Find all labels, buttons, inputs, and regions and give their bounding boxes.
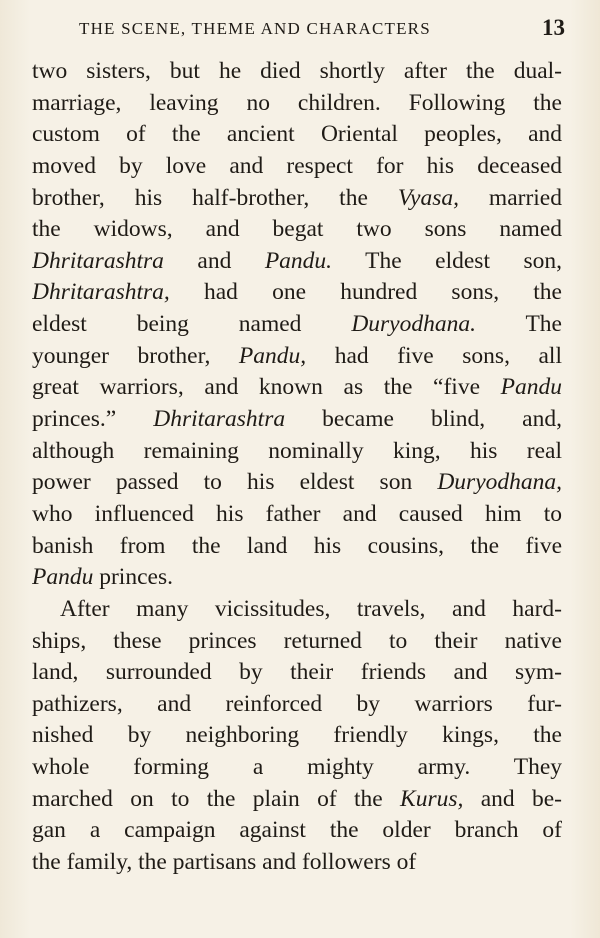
text-run: The eldest son, <box>332 247 562 274</box>
text-run: had one hundred sons, the <box>169 279 562 306</box>
running-head <box>79 15 565 45</box>
text-run: eldest being named <box>32 311 352 338</box>
text-run: custom of the ancient Oriental peoples, and <box>32 121 562 148</box>
text-run: marched on to the plain of the <box>32 785 401 812</box>
text-run: pathizers, and reinforced by warriors fur- <box>32 690 562 717</box>
text-line <box>32 183 562 215</box>
italic-name: Dhritarashtra <box>153 406 286 433</box>
text-line <box>32 277 562 309</box>
italic-name: Dhritarashtra <box>32 247 164 274</box>
text-run: two sisters, but he died shortly after the dual- <box>32 58 562 84</box>
text-line <box>32 657 562 689</box>
italic-name: Duryodhana, <box>437 469 562 496</box>
text-run: moved by love and respect for his deceased <box>32 152 562 179</box>
text-run: great warriors, and known as the “five <box>32 374 501 401</box>
text-line <box>32 847 562 879</box>
text-line <box>32 689 562 721</box>
text-line <box>32 815 562 847</box>
text-run: younger brother, <box>32 342 239 369</box>
text-run: and be- <box>463 785 562 812</box>
text-line <box>32 404 562 436</box>
text-run: and <box>163 247 265 274</box>
text-run: the widows, and begat two sons named <box>32 216 562 243</box>
text-line <box>32 531 562 563</box>
text-line <box>32 341 562 373</box>
text-line <box>32 720 562 752</box>
text-line <box>32 594 562 626</box>
text-run: became blind, and, <box>285 406 562 433</box>
text-line <box>32 214 562 246</box>
text-run: power passed to his eldest son <box>32 469 438 496</box>
text-line <box>32 467 562 499</box>
text-line <box>32 626 562 658</box>
text-line <box>32 562 562 594</box>
text-run: had five sons, all <box>306 342 562 369</box>
text-run: The <box>475 311 562 338</box>
italic-name: Pandu <box>32 564 94 591</box>
text-line <box>32 499 562 531</box>
text-line <box>32 436 562 468</box>
text-line <box>32 246 562 278</box>
text-line <box>32 372 562 404</box>
text-run: princes. <box>93 564 173 591</box>
text-line <box>32 56 562 88</box>
italic-name: Kurus, <box>400 785 464 812</box>
text-run: princes.” <box>32 406 154 433</box>
body-text <box>32 56 562 879</box>
text-run: although remaining nominally king, his real <box>32 437 562 464</box>
text-run: marriage, leaving no children. Following the <box>32 89 562 116</box>
italic-name: Duryodhana. <box>351 311 476 338</box>
text-run: land, surrounded by their friends and sym- <box>32 659 562 686</box>
text-run: who influenced his father and caused him to <box>32 500 562 527</box>
text-run: the family, the partisans and followers of <box>32 849 417 876</box>
italic-name: Pandu, <box>238 342 307 369</box>
italic-name: Pandu <box>500 374 562 401</box>
text-line <box>32 784 562 816</box>
text-run: gan a campaign against the older branch of <box>32 817 562 844</box>
text-run: nished by neighboring friendly kings, the <box>32 722 562 749</box>
text-run: whole forming a mighty army. They <box>32 754 562 781</box>
text-run: banish from the land his cousins, the five <box>32 532 562 559</box>
text-line <box>32 119 562 151</box>
text-run: brother, his half-brother, the <box>32 184 398 211</box>
text-run: married <box>458 184 562 211</box>
text-line <box>32 88 562 120</box>
text-run: ships, these princes returned to their native <box>32 627 562 654</box>
italic-name: Pandu. <box>264 247 333 274</box>
text-line <box>32 151 562 183</box>
text-run: After many vicissitudes, travels, and hard- <box>60 595 562 622</box>
italic-name: Dhritarashtra, <box>32 279 170 306</box>
text-line <box>32 752 562 784</box>
text-line <box>32 309 562 341</box>
page-number: 13 <box>542 15 565 40</box>
italic-name: Vyasa, <box>397 184 459 211</box>
running-head-title: THE SCENE, THEME AND CHARACTERS <box>79 19 431 38</box>
